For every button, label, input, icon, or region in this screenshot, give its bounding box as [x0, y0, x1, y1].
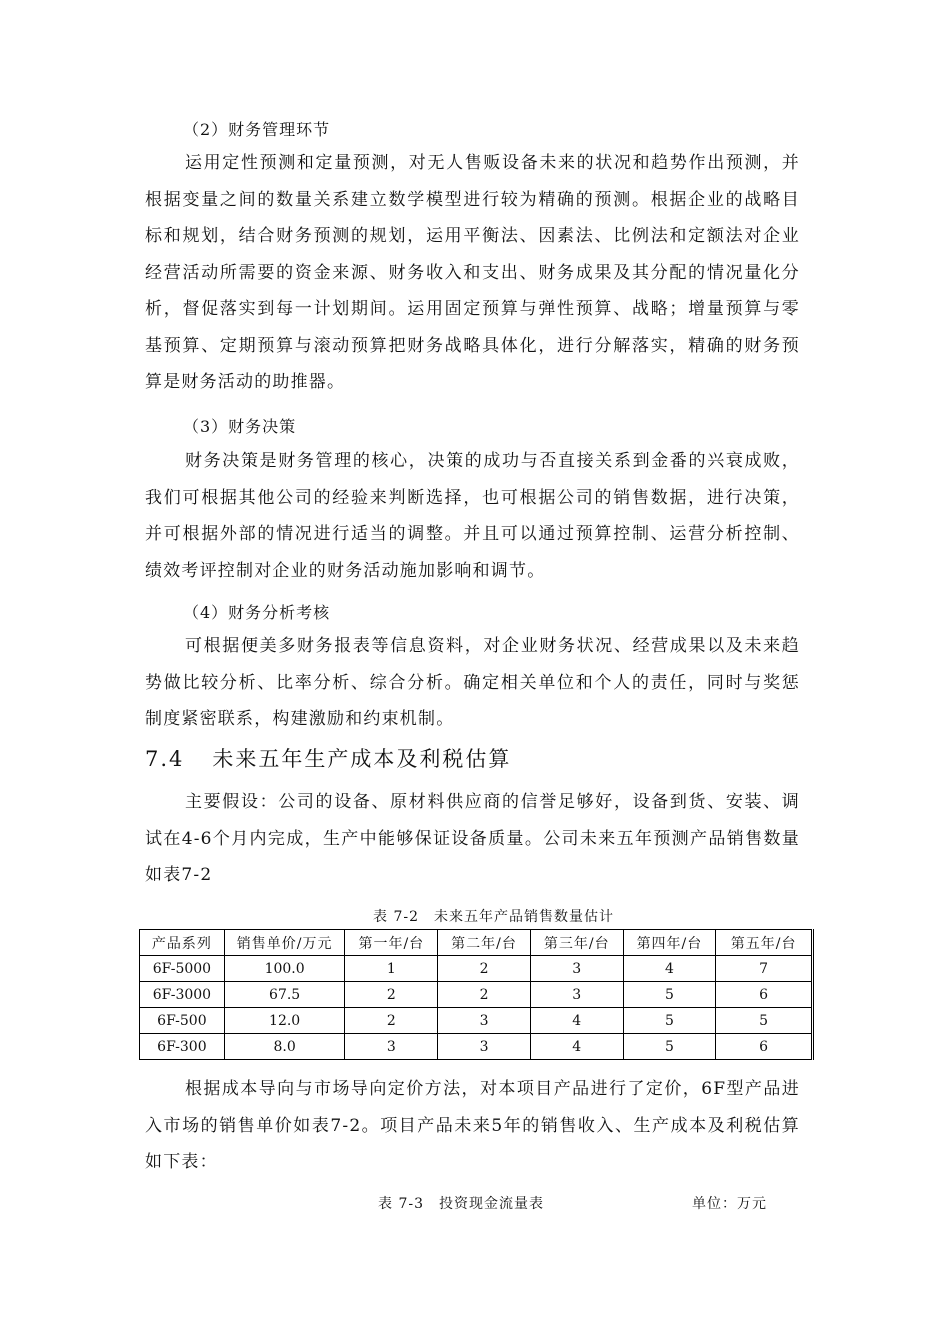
table-7-2-caption: 表 7-2 未来五年产品销售数量估计: [373, 909, 614, 925]
table-cell: 6F-500: [140, 1008, 225, 1034]
header-cell: 第三年/台: [530, 930, 623, 956]
table-row: [140, 1008, 813, 1034]
table-cell: 1: [345, 956, 438, 982]
section-title: 未来五年生产成本及利税估算: [212, 747, 512, 771]
table-cell: 6: [716, 982, 813, 1008]
table-cell: 5: [716, 1008, 813, 1034]
table-cell: 3: [438, 1008, 531, 1034]
table-cell: 5: [623, 982, 716, 1008]
table-cell: 6F-300: [140, 1034, 225, 1060]
table-cell: 2: [438, 956, 531, 982]
section-heading-financial-decision: （3）财务决策: [183, 417, 297, 436]
table-cell: 5: [623, 1034, 716, 1060]
section-heading-financial-analysis: （4）财务分析考核: [183, 603, 331, 622]
table-cell: 6: [716, 1034, 813, 1060]
header-cell: 产品系列: [140, 930, 225, 956]
table-cell: 8.0: [224, 1034, 345, 1060]
table-cell: 7: [716, 956, 813, 982]
table-cell: 2: [438, 982, 531, 1008]
table-cell: 3: [345, 1034, 438, 1060]
sales-volume-table: [139, 929, 814, 1060]
table-cell: 2: [345, 1008, 438, 1034]
header-cell: 第四年/台: [623, 930, 716, 956]
section-number: 7.4: [145, 747, 185, 771]
header-cell: 第五年/台: [716, 930, 813, 956]
paragraph-financial-management-steps: 运用定性预测和定量预测，对无人售贩设备未来的状况和趋势作出预测，并根据变量之间的数量关系建立数学模型进行较为精确的预测。根据企业的战略目标和规划，结合财务预测的规划，运用平衡法、因素法、比例法和定额法对企业经营活动所需要的资金来源、财务收入和支出、财务成果及其分配的情况量化分析，督促落实到每一计划期间。运用固定预算与弹性预算、战略；增量预算与零基预算、定期预算与滚动预算把财务战略具体化，进行分解落实，精确的财务预算是财务活动的助推器。: [145, 153, 800, 392]
paragraph-financial-analysis: 可根据便美多财务报表等信息资料，对企业财务状况、经营成果以及未来趋势做比较分析、比率分析、综合分析。确定相关单位和个人的责任，同时与奖惩制度紧密联系，构建激励和约束机制。: [145, 636, 800, 729]
table-cell: 2: [345, 982, 438, 1008]
paragraph-pricing-method: 根据成本导向与市场导向定价方法，对本项目产品进行了定价，6F型产品进入市场的销售单价如表7-2。项目产品未来5年的销售收入、生产成本及利税估算如下表：: [145, 1079, 800, 1172]
table-cell: 4: [530, 1034, 623, 1060]
section-7-4-heading: [145, 743, 511, 773]
table-cell: 4: [623, 956, 716, 982]
table-cell: 12.0: [224, 1008, 345, 1034]
table-cell: 6F-3000: [140, 982, 225, 1008]
table-row: [140, 1034, 813, 1060]
paragraph-financial-decision: 财务决策是财务管理的核心，决策的成功与否直接关系到金番的兴衰成败，我们可根据其他公司的经验来判断选择，也可根据公司的销售数据，进行决策，并可根据外部的情况进行适当的调整。并且可以通过预算控制、运营分析控制、绩效考评控制对企业的财务活动施加影响和调节。: [145, 451, 800, 581]
table-row: [140, 982, 813, 1008]
table-cell: 3: [438, 1034, 531, 1060]
table-row: [140, 956, 813, 982]
header-cell: 第一年/台: [345, 930, 438, 956]
header-cell: 第二年/台: [438, 930, 531, 956]
section-heading-financial-management-steps: （2）财务管理环节: [183, 120, 331, 139]
table-cell: 3: [530, 956, 623, 982]
table-7-3-unit: 单位：万元: [692, 1196, 767, 1212]
table-cell: 67.5: [224, 982, 345, 1008]
table-cell: 3: [530, 982, 623, 1008]
header-cell: 销售单价/万元: [224, 930, 345, 956]
table-cell: 4: [530, 1008, 623, 1034]
table-cell: 100.0: [224, 956, 345, 982]
paragraph-main-assumptions: 主要假设：公司的设备、原材料供应商的信誉足够好，设备到货、安装、调试在4-6个月内完成，生产中能够保证设备质量。公司未来五年预测产品销售数量如表7-2: [145, 792, 800, 885]
table-cell: 6F-5000: [140, 956, 225, 982]
table-cell: 5: [623, 1008, 716, 1034]
table-header-row: [140, 930, 813, 956]
table-7-3-caption: 表 7-3 投资现金流量表: [378, 1196, 544, 1212]
